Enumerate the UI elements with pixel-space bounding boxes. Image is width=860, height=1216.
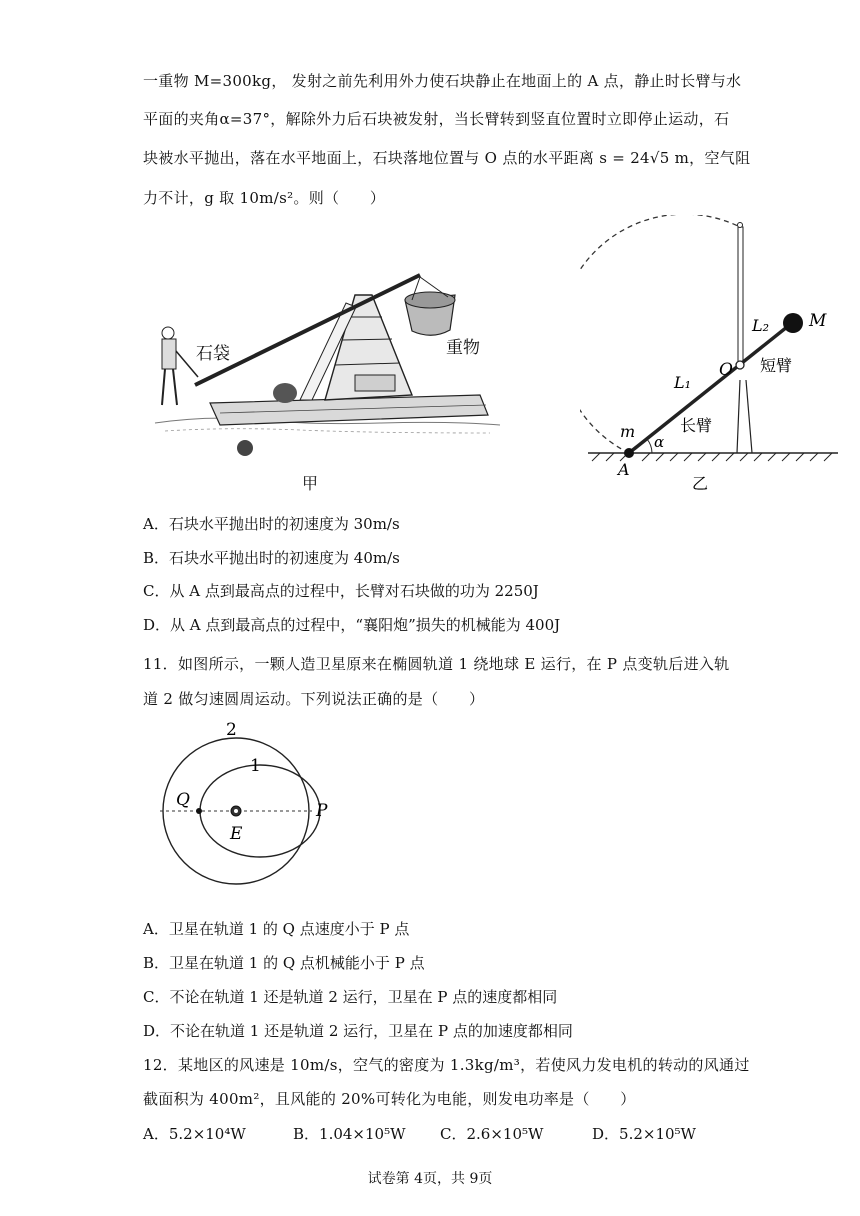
label-Q: Q bbox=[176, 790, 190, 810]
q12-text-line-1: 12．某地区的风速是 10m/s，空气的密度为 1.3kg/m³，若使风力发电机的转动的风通过 bbox=[143, 1056, 750, 1074]
label-P: P bbox=[316, 801, 328, 821]
label-O: O bbox=[719, 360, 733, 380]
q10-option-c: C．从 A 点到最高点的过程中，长臂对石块做的功为 2250J bbox=[143, 582, 539, 600]
q10-text-line-4: 力不计，g 取 10m/s²。则（ ） bbox=[143, 189, 386, 207]
label-E: E bbox=[230, 824, 243, 844]
q11-text-line-2: 道 2 做匀速圆周运动。下列说法正确的是（ ） bbox=[143, 690, 485, 708]
label-L2: L₂ bbox=[752, 316, 770, 335]
q11-option-b: B．卫星在轨道 1 的 Q 点机械能小于 P 点 bbox=[143, 954, 425, 972]
label-long-arm: 长臂 bbox=[680, 416, 713, 435]
label-short-arm: 短臂 bbox=[760, 356, 793, 375]
label-m: m bbox=[620, 422, 636, 441]
q10-text-line-1: 一重物 M=300kg， 发射之前先利用外力使石块静止在地面上的 A 点，静止时长臂与水 bbox=[143, 72, 742, 90]
catapult-illustration bbox=[150, 255, 510, 505]
q10-text-line-3: 块被水平抛出，落在水平地面上，石块落地位置与 O 点的水平距离 s = 24√5 m，空气阻 bbox=[143, 149, 751, 167]
catapult-schematic bbox=[580, 215, 840, 500]
q11-text-line-1: 11．如图所示，一颗人造卫星原来在椭圆轨道 1 绕地球 E 运行，在 P 点变轨后进入轨 bbox=[143, 655, 730, 673]
q11-option-a: A．卫星在轨道 1 的 Q 点速度小于 P 点 bbox=[143, 920, 410, 938]
q12-option-c: C．2.6×10⁵W bbox=[440, 1125, 544, 1143]
q12-option-b: B．1.04×10⁵W bbox=[293, 1125, 406, 1143]
caption-yi: 乙 bbox=[692, 474, 709, 493]
q12-option-d: D．5.2×10⁵W bbox=[592, 1125, 696, 1143]
label-weight: 重物 bbox=[446, 338, 480, 358]
q12-option-a: A．5.2×10⁴W bbox=[143, 1125, 246, 1143]
q11-option-c: C．不论在轨道 1 还是轨道 2 运行，卫星在 P 点的速度都相同 bbox=[143, 988, 558, 1006]
q10-option-b: B．石块水平抛出时的初速度为 40m/s bbox=[143, 549, 400, 567]
q12-options-row bbox=[143, 1123, 703, 1145]
q12-text-line-2: 截面积为 400m²，且风能的 20%可转化为电能，则发电功率是（ ） bbox=[143, 1090, 636, 1108]
label-M: M bbox=[809, 311, 827, 331]
q10-text-line-2: 平面的夹角α=37°，解除外力后石块被发射，当长臂转到竖直位置时立即停止运动，石 bbox=[143, 110, 730, 128]
label-alpha: α bbox=[654, 433, 665, 451]
label-A: A bbox=[618, 460, 630, 479]
page-footer: 试卷第 4页，共 9页 bbox=[367, 1171, 493, 1187]
label-stone-bag: 石袋 bbox=[196, 344, 230, 364]
q10-option-a: A．石块水平抛出时的初速度为 30m/s bbox=[143, 515, 400, 533]
q11-option-d: D．不论在轨道 1 还是轨道 2 运行，卫星在 P 点的加速度都相同 bbox=[143, 1022, 573, 1040]
label-orbit-2: 2 bbox=[226, 720, 237, 740]
orbit-diagram bbox=[150, 715, 340, 885]
q10-option-d: D．从 A 点到最高点的过程中，“襄阳炮”损失的机械能为 400J bbox=[143, 616, 561, 634]
label-orbit-1: 1 bbox=[250, 756, 261, 776]
caption-jia: 甲 bbox=[302, 474, 319, 493]
label-L1: L₁ bbox=[674, 373, 692, 392]
